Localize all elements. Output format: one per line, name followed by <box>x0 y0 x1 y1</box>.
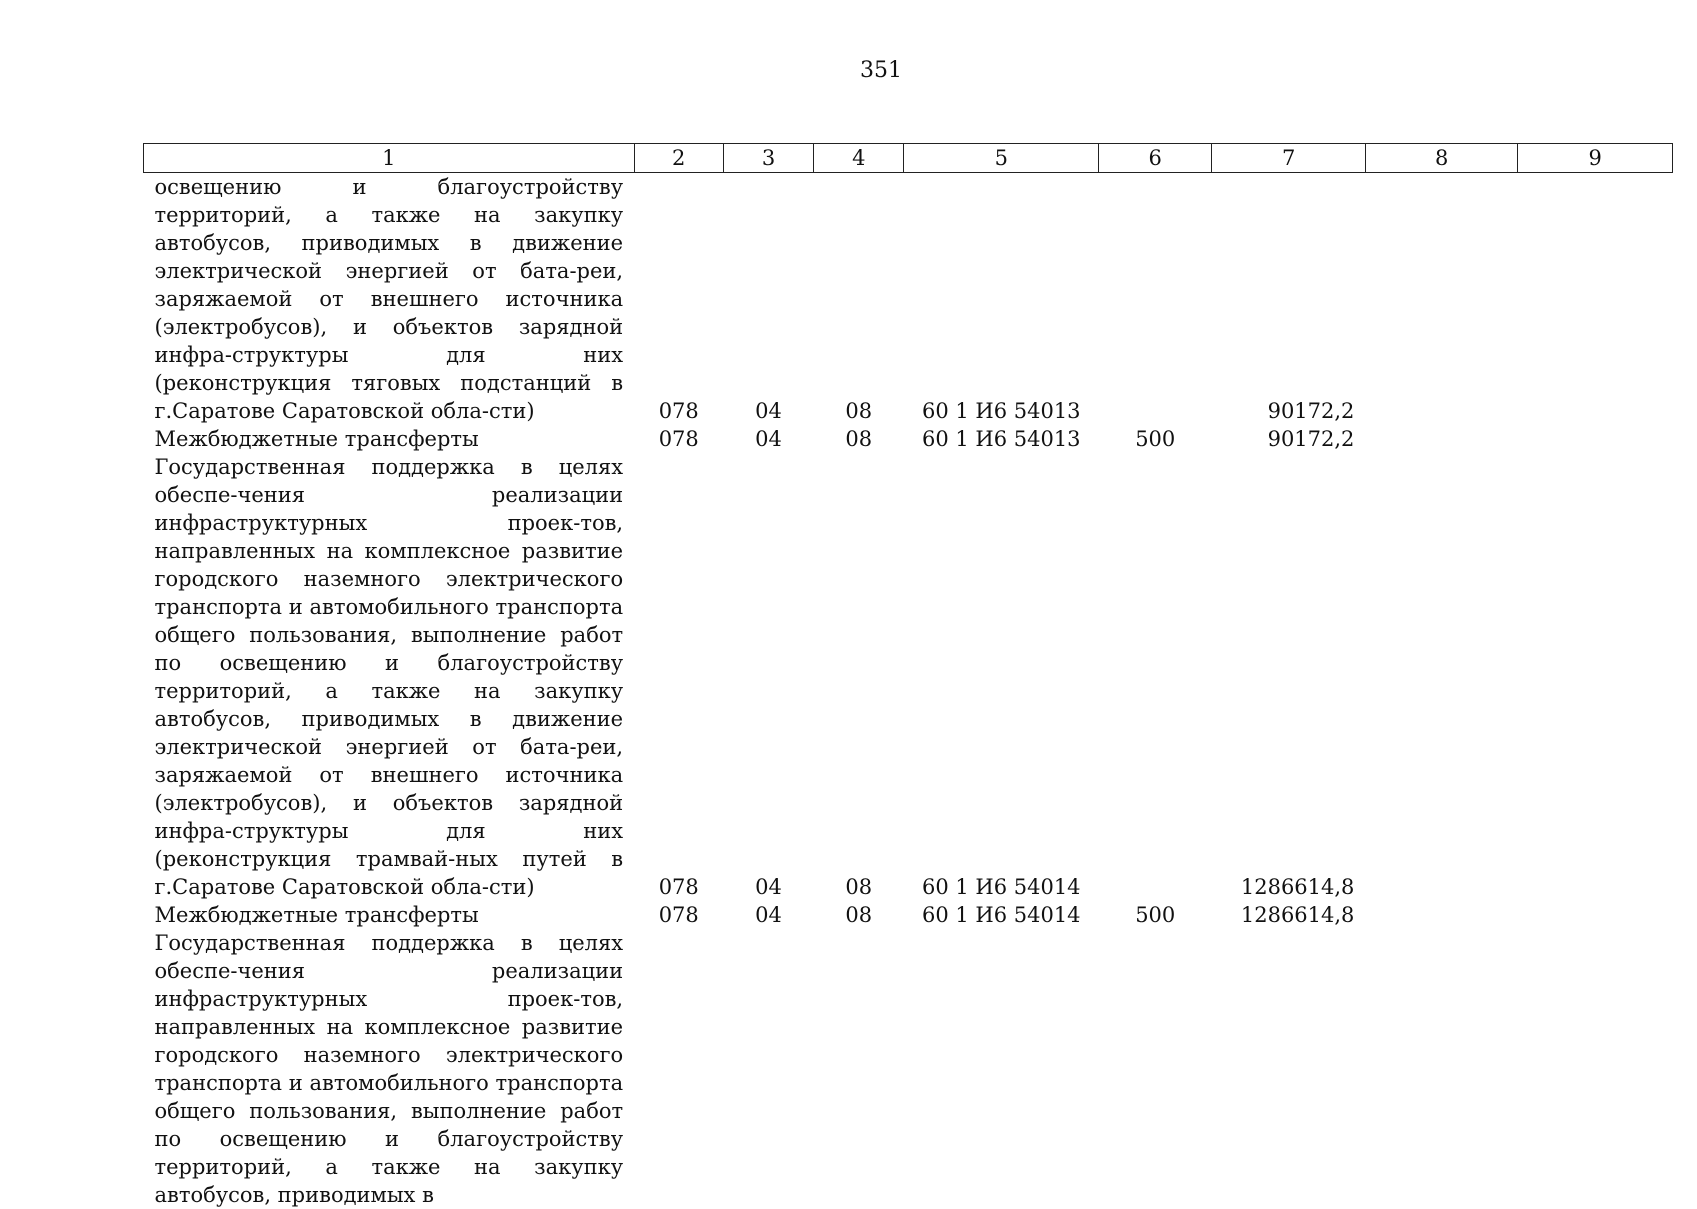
header-col-3: 3 <box>723 144 813 173</box>
cell-col-8 <box>1365 901 1517 929</box>
row-name: Государственная поддержка в целях обеспе-чения реализации инфраструктурных проек-тов, направленных на комплексное развитие городского наземного электрического транспорта и автомобильного транспорта общего пользования, выполнение работ по освещению и благоустройству территорий, а также на закупку автобусов, приводимых в движение электрической энергией от бата-реи, заряжаемой от внешнего источника (электробусов), и объектов зарядной инфра-структуры для них (реконструкция трамвай-ных путей в г.Саратове Саратовской обла-сти) <box>154 455 624 899</box>
table-row <box>144 173 1673 426</box>
cell-amount <box>1212 929 1366 1209</box>
cell-col-8 <box>1365 453 1517 901</box>
header-col-4: 4 <box>814 144 904 173</box>
cell-amount: 1286614,8 <box>1240 903 1355 927</box>
row-name: Межбюджетные трансферты <box>154 427 479 451</box>
cell-col-8 <box>1365 173 1517 426</box>
cell-ministry-code: 078 <box>658 875 699 899</box>
cell-ministry-code <box>634 929 723 1209</box>
cell-subsection: 08 <box>845 875 873 899</box>
cell-ministry-code: 078 <box>658 399 699 423</box>
header-row <box>144 144 1673 173</box>
cell-col-8 <box>1365 929 1517 1209</box>
cell-target-article <box>904 929 1099 1209</box>
row-name: Государственная поддержка в целях обеспе-чения реализации инфраструктурных проек-тов, направленных на комплексное развитие городского наземного электрического транспорта и автомобильного транспорта общего пользования, выполнение работ по освещению и благоустройству территорий, а также на закупку автобусов, приводимых в <box>154 931 624 1207</box>
cell-subsection: 08 <box>845 399 873 423</box>
cell-expense-type <box>1099 173 1212 426</box>
cell-section: 04 <box>755 903 782 927</box>
cell-target-article: 60 1 И6 54014 <box>921 875 1081 899</box>
cell-col-9 <box>1518 425 1673 453</box>
cell-amount: 1286614,8 <box>1240 875 1355 899</box>
cell-target-article: 60 1 И6 54013 <box>921 399 1081 423</box>
header-col-6: 6 <box>1099 144 1212 173</box>
table-row <box>144 453 1673 901</box>
header-col-9: 9 <box>1518 144 1673 173</box>
cell-col-8 <box>1365 425 1517 453</box>
cell-col-9 <box>1518 173 1673 426</box>
cell-section: 04 <box>755 875 782 899</box>
header-col-7: 7 <box>1212 144 1366 173</box>
cell-amount: 90172,2 <box>1267 427 1355 451</box>
cell-subsection: 08 <box>845 903 873 927</box>
cell-section: 04 <box>755 399 782 423</box>
cell-section: 04 <box>755 427 782 451</box>
cell-expense-type: 500 <box>1135 903 1176 927</box>
header-col-1: 1 <box>144 144 635 173</box>
table-header <box>144 144 1673 173</box>
table-row <box>144 901 1673 929</box>
cell-col-9 <box>1518 929 1673 1209</box>
budget-table <box>143 143 1673 1209</box>
cell-amount: 90172,2 <box>1267 399 1355 423</box>
table-row <box>144 929 1673 1209</box>
cell-target-article: 60 1 И6 54013 <box>921 427 1081 451</box>
cell-expense-type <box>1099 453 1212 901</box>
cell-ministry-code: 078 <box>658 427 699 451</box>
header-col-5: 5 <box>904 144 1099 173</box>
cell-subsection: 08 <box>845 427 873 451</box>
table-row <box>144 425 1673 453</box>
cell-target-article: 60 1 И6 54014 <box>921 903 1081 927</box>
header-col-2: 2 <box>634 144 723 173</box>
row-name: Межбюджетные трансферты <box>154 903 479 927</box>
cell-section <box>723 929 813 1209</box>
cell-expense-type <box>1099 929 1212 1209</box>
page-number: 351 <box>860 58 902 83</box>
cell-col-9 <box>1518 901 1673 929</box>
header-col-8: 8 <box>1365 144 1517 173</box>
cell-ministry-code: 078 <box>658 903 699 927</box>
row-name: освещению и благоустройству территорий, а также на закупку автобусов, приводимых в движение электрической энергией от бата-реи, заряжаемой от внешнего источника (электробусов), и объектов зарядной инфра-структуры для них (реконструкция тяговых подстанций в г.Саратове Саратовской обла-сти) <box>154 175 624 423</box>
cell-col-9 <box>1518 453 1673 901</box>
cell-subsection <box>814 929 904 1209</box>
cell-expense-type: 500 <box>1135 427 1176 451</box>
